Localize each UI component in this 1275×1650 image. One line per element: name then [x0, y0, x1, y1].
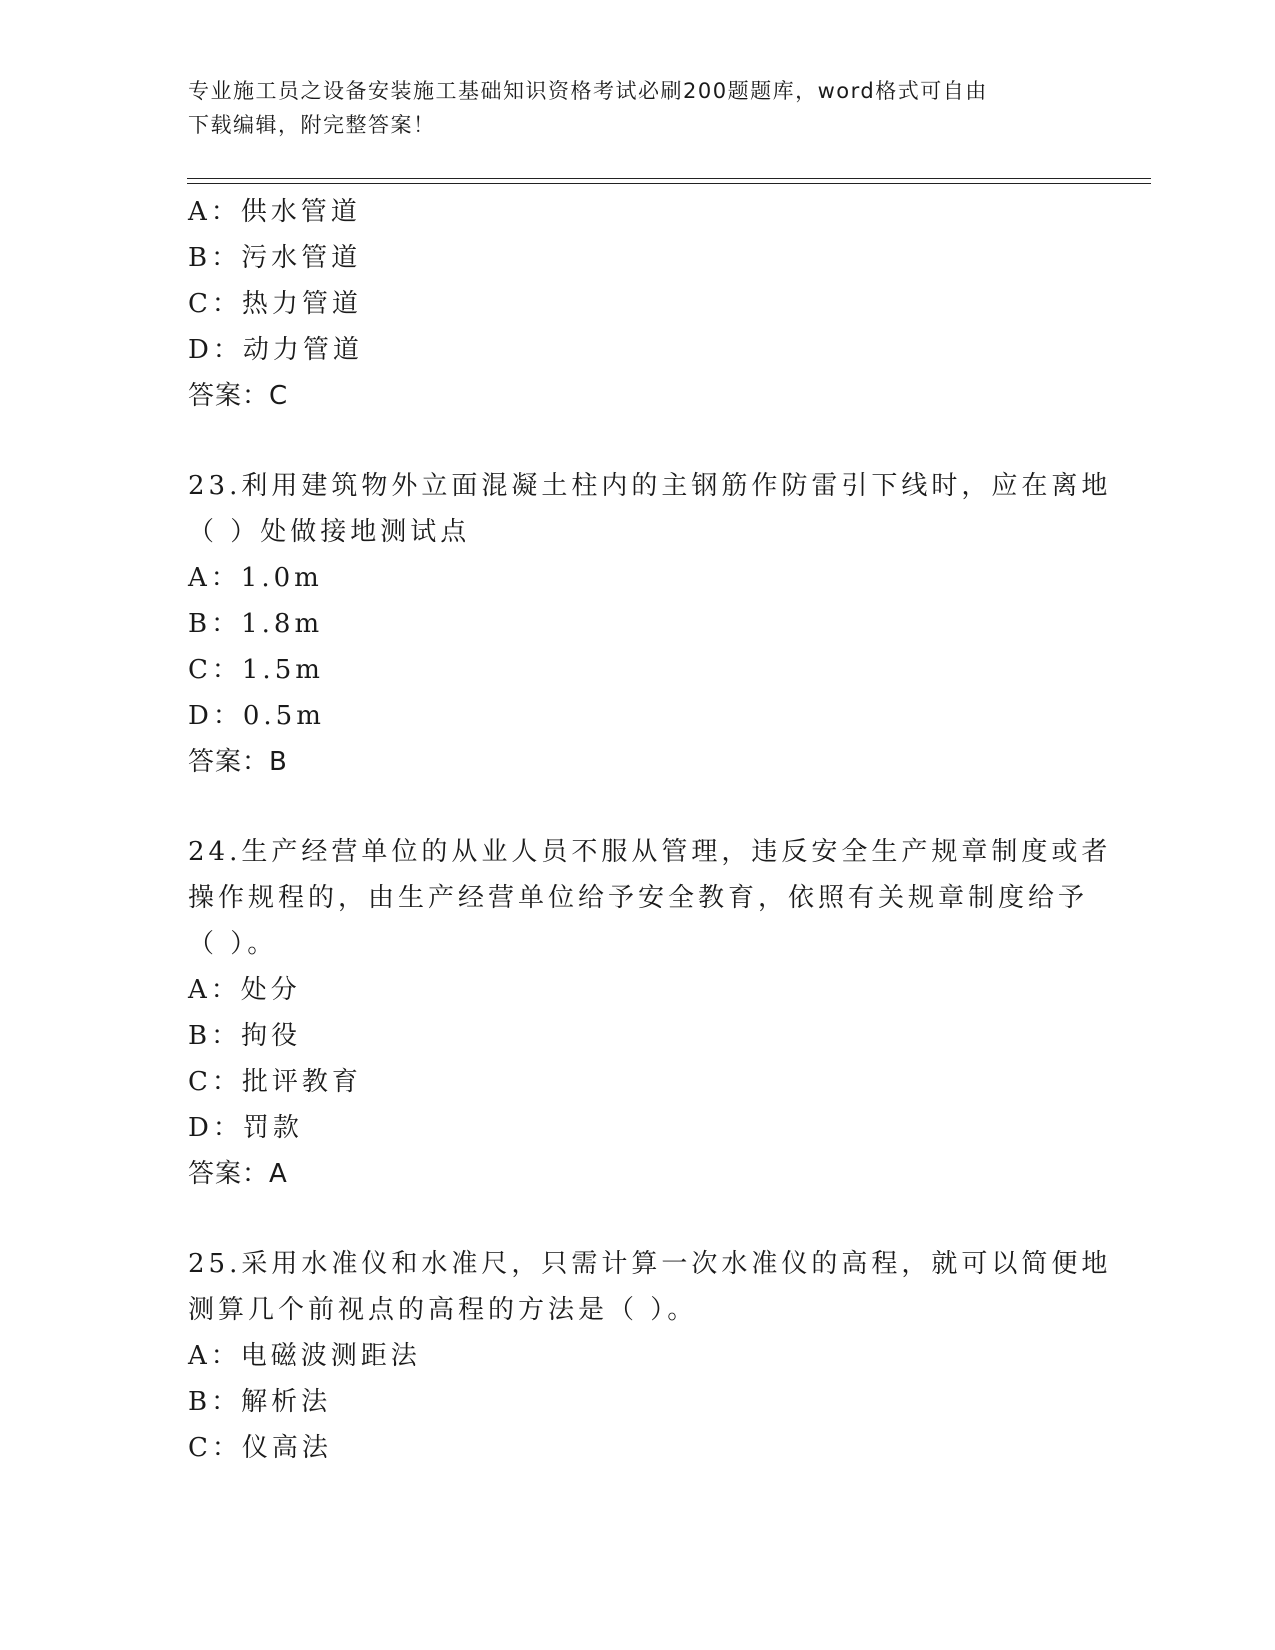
- option-d: D：罚款: [188, 1113, 303, 1143]
- header-divider-top: [187, 178, 1151, 179]
- question-22: [188, 189, 1088, 419]
- question-stem-line-1: 25.采用水准仪和水准尺，只需计算一次水准仪的高程，就可以简便地: [188, 1249, 1112, 1279]
- question-stem-line-2: （ ）处做接地测试点: [188, 517, 471, 547]
- header-line-2: 下载编辑，附完整答案！: [188, 113, 436, 137]
- option-b: B：1.8m: [188, 609, 324, 639]
- answer-line: 答案：B: [188, 747, 288, 777]
- question-stem-line-3: （ ）。: [188, 929, 278, 959]
- option-b: B：污水管道: [188, 243, 362, 273]
- option-a: A：1.0m: [188, 563, 323, 593]
- header-divider-bottom: [187, 183, 1151, 184]
- option-a: A：电磁波测距法: [188, 1341, 421, 1371]
- question-list: [188, 189, 1112, 1471]
- option-c: C：1.5m: [188, 655, 324, 685]
- document-header: [188, 74, 1088, 142]
- option-c: C：热力管道: [188, 289, 362, 319]
- option-a: A：供水管道: [188, 197, 361, 227]
- question-23: [188, 463, 1112, 785]
- option-d: D：动力管道: [188, 335, 363, 365]
- question-25: [188, 1241, 1112, 1471]
- question-stem-line-2: 操作规程的，由生产经营单位给予安全教育，依照有关规章制度给予: [188, 883, 1089, 913]
- option-d: D：0.5m: [188, 701, 325, 731]
- answer-line: 答案：C: [188, 381, 289, 411]
- header-line-1: 专业施工员之设备安装施工基础知识资格考试必刷200题题库，word格式可自由: [188, 79, 988, 103]
- spacer: [188, 785, 1088, 829]
- option-b: B：拘役: [188, 1021, 302, 1051]
- question-stem-line-2: 测算几个前视点的高程的方法是（ ）。: [188, 1295, 698, 1325]
- answer-line: 答案：A: [188, 1159, 288, 1189]
- option-c: C：批评教育: [188, 1067, 362, 1097]
- option-a: A：处分: [188, 975, 301, 1005]
- option-c: C：仪高法: [188, 1433, 332, 1463]
- spacer: [188, 419, 1088, 463]
- question-24: [188, 829, 1112, 1197]
- question-stem-line-1: 23.利用建筑物外立面混凝土柱内的主钢筋作防雷引下线时，应在离地: [188, 471, 1112, 501]
- question-stem-line-1: 24.生产经营单位的从业人员不服从管理，违反安全生产规章制度或者: [188, 837, 1112, 867]
- option-b: B：解析法: [188, 1387, 332, 1417]
- spacer: [188, 1197, 1088, 1241]
